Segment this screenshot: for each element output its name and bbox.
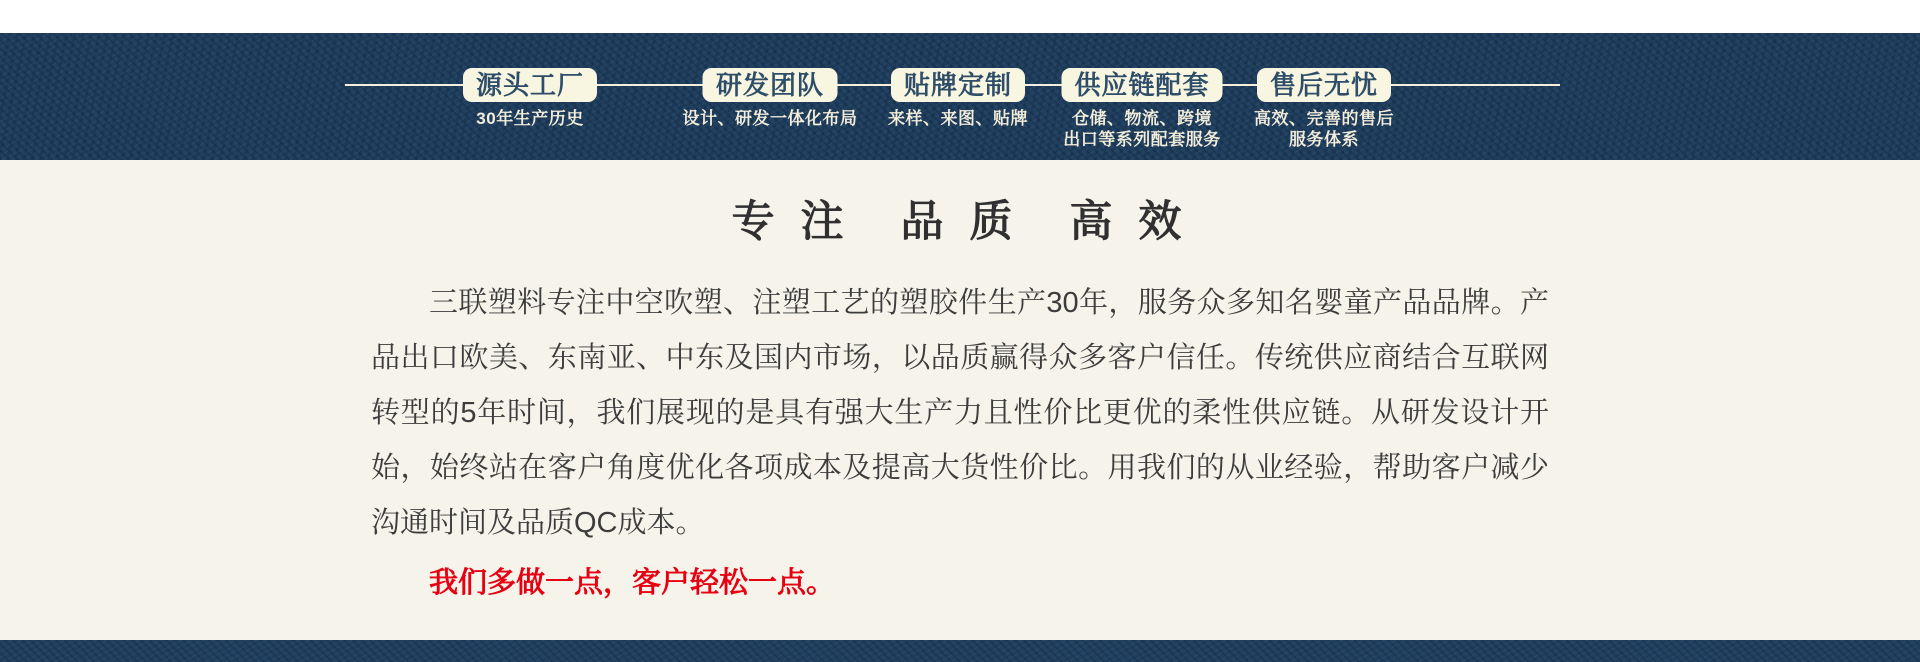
top-white-strip — [0, 0, 1920, 33]
feature-subtitle — [888, 108, 1028, 129]
feature-item-supply-chain — [1061, 68, 1222, 150]
feature-subtitle-line: 设计、研发一体化布局 — [682, 109, 858, 128]
intro-section — [0, 160, 1920, 640]
company-slogan: 我们多做一点，客户轻松一点。 — [429, 567, 836, 599]
feature-badge: 供应链配套 — [1061, 68, 1222, 102]
feature-subtitle-line: 出口等系列配套服务 — [1063, 130, 1221, 149]
feature-badge: 源头工厂 — [463, 68, 597, 102]
feature-subtitle — [1063, 108, 1221, 150]
feature-subtitle — [1254, 108, 1394, 150]
feature-subtitle-line: 30年生产历史 — [476, 109, 584, 128]
feature-item-rd-team — [683, 68, 858, 129]
feature-item-source-factory — [463, 68, 597, 129]
feature-subtitle-line: 仓储、物流、跨境 — [1071, 109, 1212, 128]
feature-subtitle-line: 高效、完善的售后 — [1254, 109, 1394, 128]
feature-subtitle-line: 服务体系 — [1289, 130, 1359, 149]
feature-band — [0, 33, 1920, 160]
feature-subtitle-line: 来样、来图、贴牌 — [888, 109, 1028, 128]
section-title: 专 注 品 质 高 效 — [731, 198, 1189, 246]
company-intro-paragraph: 三联塑料专注中空吹塑、注塑工艺的塑胶件生产30年，服务众多知名婴童产品品牌。产品出口欧美、东南亚、中东及国内市场，以品质赢得众多客户信任。传统供应商结合互联网转型的5年时间，我们展现的是具有强大生产力且性价比更优的柔性供应链。从研发设计开始，始终站在客户角度优化各项成本及提高大货性价比。用我们的从业经验，帮助客户减少沟通时间及品质QC成本。 — [371, 287, 1549, 539]
feature-item-oem-custom — [888, 68, 1028, 129]
bottom-navy-band — [0, 640, 1920, 662]
feature-subtitle — [683, 108, 858, 129]
feature-item-after-sales — [1254, 68, 1394, 150]
feature-badge: 研发团队 — [703, 68, 837, 102]
feature-badge: 贴牌定制 — [891, 68, 1025, 102]
feature-subtitle — [476, 108, 583, 129]
feature-badge: 售后无忧 — [1257, 68, 1391, 102]
